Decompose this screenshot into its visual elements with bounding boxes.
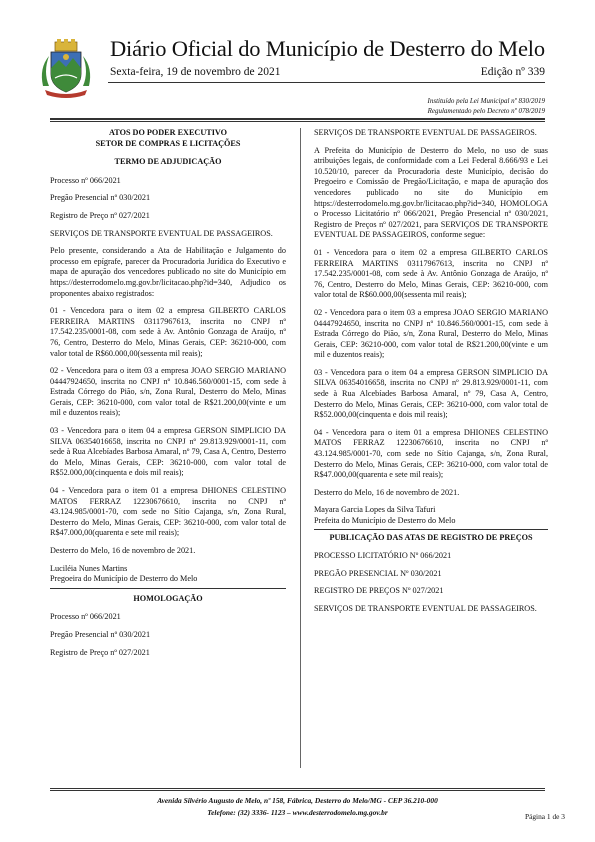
section-heading-purchasing: SETOR DE COMPRAS E LICITAÇÕES	[95, 138, 241, 148]
right-column	[314, 128, 548, 622]
footer-rule-thin	[50, 790, 545, 791]
footer-address: Avenida Silvério Augusto de Melo, nº 158, Fábrica, Desterro do Melo/MG - CEP 36.210-000	[157, 796, 438, 805]
column-divider	[300, 128, 301, 768]
regulation-decree: Regulamentado pelo Decreto nº 078/2019	[427, 107, 545, 115]
winner-item-2-right: 02 - Vencedora para o item 03 a empresa JOAO SERGIO MARIANO 04447924650, inscrita no CNPJ nº 10.846.560/0001-15, com sede à Estrada Córrego do Pião, s/n, Zona Rural, Desterro do Melo, Minas Gerais, CEP: 36210-000, com valor total de R$21.200,00(vinte e um mil e duzentos reais);	[314, 307, 548, 360]
winner-item-2: 02 - Vencedora para o item 03 a empresa JOAO SERGIO MARIANO 04447924650, inscrita no CNPJ nº 10.846.560/0001-15, com sede à Estrada Córrego do Pião, s/n, Zona Rural, Desterro do Melo, Minas Gerais, CEP: 36210-000, com valor total de R$21.200,00(vinte e um mil e duzentos reais);	[50, 366, 286, 418]
winner-item-3: 03 - Vencedora para o item 04 a empresa GERSON SIMPLICIO DA SILVA 06354016658, inscrita no CNPJ nº 29.813.929/0001-11, com sede à Rua Alcebíades Barbosa Amaral, nº 79, Casa A, Centro, Desterro do Melo, Minas Gerais, CEP: 36210-000, com valor total de R$52.000,00(cinquenta e dois mil reais);	[50, 426, 286, 478]
institution-law: Instituído pela Lei Municipal nº 830/2019	[427, 97, 545, 105]
winner-item-1: 01 - Vencedora para o item 02 a empresa GILBERTO CARLOS FERREIRA MARTINS 03117967613, inscrita no CNPJ nº 17.542.235/0001-08, com sede à Av. Antônio Gonzaga de Araújo, nº 76, Centro, Desterro do Melo, Minas Gerais, CEP: 36210-000, com valor total de R$60.000,00(sessenta mil reais);	[50, 306, 286, 358]
bidding-process-number: PROCESSO LICITATÓRIO Nº 066/2021	[314, 551, 452, 561]
mayor-role: Prefeita do Município de Desterro do Melo	[314, 516, 456, 525]
signature-block-right	[314, 505, 548, 526]
winner-item-4: 04 - Vencedora para o item 01 a empresa DHIONES CELESTINO MATOS FERRAZ 12230676610, inscrita no CNPJ nº 43.124.985/0001-70, com sede no Sítio Cajanga, s/n, Zona Rural, Desterro do Melo, Minas Gerais, CEP: 36210-000, com valor total de R$47.000,00(quarenta e sete mil reais);	[50, 486, 286, 538]
process-number: Processo nº 066/2021	[50, 175, 121, 185]
issue-date: Sexta-feira, 19 de novembro de 2021	[110, 66, 281, 78]
header-divider-thin	[50, 121, 545, 122]
header-rule	[108, 82, 545, 83]
footer-rule	[50, 788, 545, 789]
closing-date-right: Desterro do Melo, 16 de novembro de 2021.	[314, 487, 460, 497]
service-object-right-2: SERVIÇOS DE TRANSPORTE EVENTUAL DE PASSAGEIROS.	[314, 603, 537, 613]
service-object-right: SERVIÇOS DE TRANSPORTE EVENTUAL DE PASSAGEIROS.	[314, 128, 537, 137]
heading-price-registry-publication: PUBLICAÇÃO DAS ATAS DE REGISTRO DE PREÇOS	[329, 532, 533, 542]
section-heading-executive: ATOS DO PODER EXECUTIVO	[108, 128, 228, 137]
section-rule-right	[314, 529, 548, 530]
section-rule	[50, 588, 286, 589]
heading-adjudication: TERMO DE ADJUDICAÇÃO	[114, 157, 222, 167]
mayor-name: Mayara Garcia Lopes da Silva Tafuri	[314, 505, 436, 515]
edition-number: Edição nº 339	[480, 66, 545, 78]
price-registry-number-2: Registro de Preço nº 027/2021	[50, 647, 150, 657]
adjudication-intro: Pelo presente, considerando a Ata de Habilitação e Julgamento do processo em epígrafe, parecer da Procuradoria Jurídica do Executivo e mapa de apuração dos vencedores publicado no site do Município em https://desterrodomelo.mg.gov.br/licitacao.php?id=340, Adjudico os proponentes abaixo registrados:	[50, 246, 286, 298]
signer-role: Pregoeira do Município de Desterro do Melo	[50, 574, 198, 584]
page-number: Página 1 de 3	[524, 812, 565, 821]
price-registry-number: Registro de Preço nº 027/2021	[50, 210, 150, 220]
homologation-intro: A Prefeita do Município de Desterro do Melo, no uso de suas atribuições legais, de conformidade com a Lei Federal 8.666/93 e Lei 10.520/10, parecer da Procuradoria deste Município, decisão do Pregoeiro e Comissão de Pregão/Licitação, e mapa de apuração dos vencedores publicado no site do Município em https://desterrodomelo.mg.gov.br/licitacao.php?id=340, HOMOLOGA o Processo Licitatório nº 066/2021, Pregão Presencial nº 030/2021, Registro de Preços nº 027/2021, para SERVIÇOS DE TRANSPORTE EVENTUAL DE PASSAGEIROS, conforme segue:	[314, 145, 548, 240]
gazette-title: Diário Oficial do Município de Desterro do Melo	[110, 36, 545, 61]
signer-name: Luciléia Nunes Martins	[50, 563, 128, 573]
service-object: SERVIÇOS DE TRANSPORTE EVENTUAL DE PASSAGEIROS.	[50, 228, 273, 238]
auction-number: Pregão Presencial nº 030/2021	[50, 193, 151, 203]
auction-number-right: PREGÃO PRESENCIAL Nº 030/2021	[314, 568, 442, 578]
footer-contact: Telefone: (32) 3336- 1123 – www.desterrodomelo.mg.gov.br	[207, 808, 388, 817]
winner-item-4-right: 04 - Vencedora para o item 01 a empresa DHIONES CELESTINO MATOS FERRAZ 12230676610, inscrita no CNPJ nº 43.124.985/0001-70, com sede no Sítio Cajanga, s/n, Zona Rural, Desterro do Melo, Minas Gerais, CEP: 36210-000, com valor total de R$47.000,00(quarenta e sete mil reais);	[314, 427, 548, 480]
signature-block	[50, 564, 286, 585]
price-registry-number-right: REGISTRO DE PREÇOS Nº 027/2021	[314, 586, 444, 596]
process-number-2: Processo nº 066/2021	[50, 612, 121, 622]
municipal-coat-of-arms-icon	[35, 38, 97, 100]
winner-item-3-right: 03 - Vencedora para o item 04 a empresa GERSON SIMPLICIO DA SILVA 06354016658, inscrita no CNPJ nº 29.813.929/0001-11, com sede à Rua Alcebíades Barbosa Amaral, nº 79, Casa A, Centro, Desterro do Melo, Minas Gerais, CEP: 36210-000, com valor total de R$52.000,00(cinquenta e dois mil reais);	[314, 367, 548, 420]
header-divider	[50, 118, 545, 120]
auction-number-2: Pregão Presencial nº 030/2021	[50, 629, 151, 639]
closing-date: Desterro do Melo, 16 de novembro de 2021.	[50, 546, 196, 555]
heading-homologation: HOMOLOGAÇÃO	[133, 593, 203, 603]
left-column	[50, 128, 286, 665]
winner-item-1-right: 01 - Vencedora para o item 02 a empresa GILBERTO CARLOS FERREIRA MARTINS 03117967613, inscrita no CNPJ nº 17.542.235/0001-08, com sede à Av. Antônio Gonzaga de Araújo, nº 76, Centro, Desterro do Melo, Minas Gerais, CEP: 36210-000, com valor total de R$60.000,00(sessenta mil reais);	[314, 247, 548, 300]
